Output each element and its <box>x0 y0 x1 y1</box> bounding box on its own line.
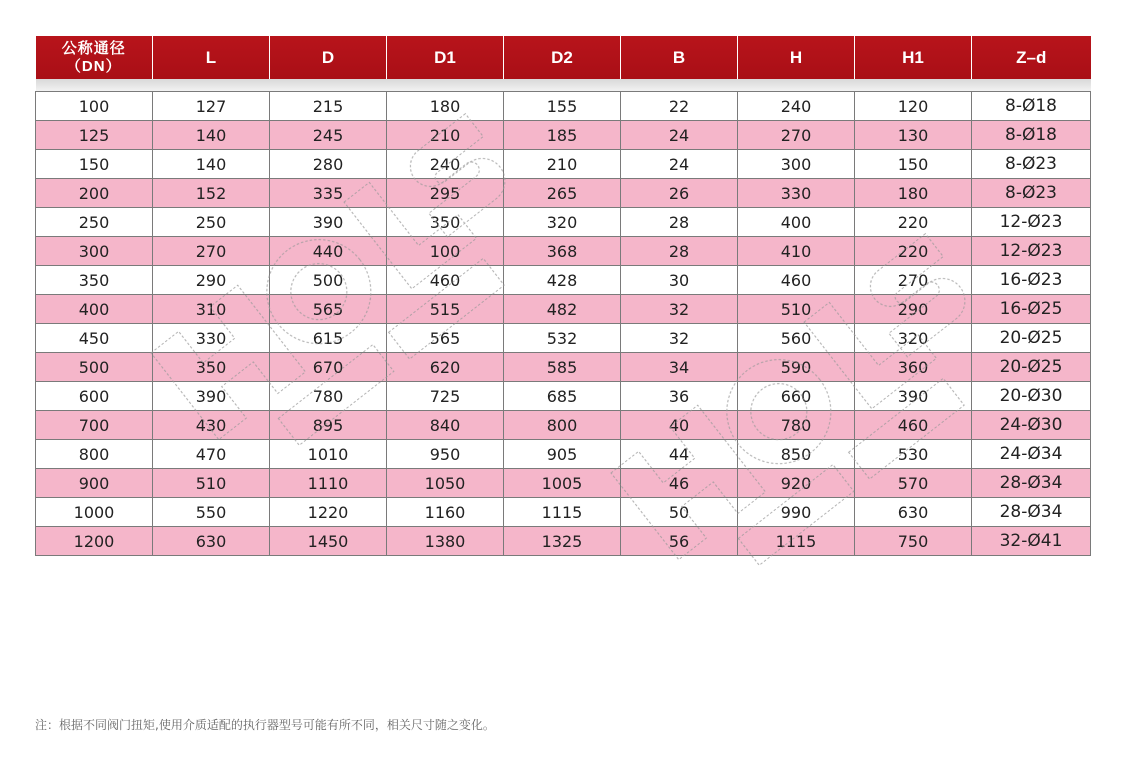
table-row <box>36 237 1091 266</box>
cell-zd: 20-Ø25 <box>972 324 1091 353</box>
table-row <box>36 498 1091 527</box>
cell-dn: 1200 <box>36 527 153 556</box>
cell-l: 390 <box>153 382 270 411</box>
cell-h1: 130 <box>855 121 972 150</box>
cell-l: 630 <box>153 527 270 556</box>
cell-d1: 565 <box>387 324 504 353</box>
cell-b: 40 <box>621 411 738 440</box>
cell-h: 410 <box>738 237 855 266</box>
cell-d1: 210 <box>387 121 504 150</box>
cell-h: 660 <box>738 382 855 411</box>
cell-h: 460 <box>738 266 855 295</box>
cell-dn: 600 <box>36 382 153 411</box>
cell-d2: 1115 <box>504 498 621 527</box>
cell-h1: 270 <box>855 266 972 295</box>
cell-b: 28 <box>621 237 738 266</box>
cell-d2: 1005 <box>504 469 621 498</box>
cell-d: 500 <box>270 266 387 295</box>
cell-d1: 840 <box>387 411 504 440</box>
cell-h: 590 <box>738 353 855 382</box>
cell-dn: 1000 <box>36 498 153 527</box>
cell-d1: 620 <box>387 353 504 382</box>
cell-l: 140 <box>153 150 270 179</box>
cell-d: 1220 <box>270 498 387 527</box>
cell-l: 430 <box>153 411 270 440</box>
cell-d2: 585 <box>504 353 621 382</box>
table-row <box>36 411 1091 440</box>
cell-dn: 125 <box>36 121 153 150</box>
cell-zd: 12-Ø23 <box>972 208 1091 237</box>
cell-b: 30 <box>621 266 738 295</box>
cell-h1: 460 <box>855 411 972 440</box>
table-body <box>36 92 1091 556</box>
cell-b: 24 <box>621 121 738 150</box>
footnote: 注：根据不同阀门扭矩,使用介质适配的执行器型号可能有所不同，相关尺寸随之变化。 <box>35 718 495 732</box>
cell-zd: 20-Ø25 <box>972 353 1091 382</box>
cell-zd: 16-Ø23 <box>972 266 1091 295</box>
table-row <box>36 92 1091 121</box>
table-row <box>36 440 1091 469</box>
cell-h1: 390 <box>855 382 972 411</box>
cell-b: 24 <box>621 150 738 179</box>
cell-d: 615 <box>270 324 387 353</box>
cell-zd: 20-Ø30 <box>972 382 1091 411</box>
table-row <box>36 121 1091 150</box>
cell-h1: 630 <box>855 498 972 527</box>
cell-d: 895 <box>270 411 387 440</box>
cell-h1: 320 <box>855 324 972 353</box>
cell-h: 780 <box>738 411 855 440</box>
cell-zd: 24-Ø30 <box>972 411 1091 440</box>
cell-d2: 320 <box>504 208 621 237</box>
cell-zd: 28-Ø34 <box>972 498 1091 527</box>
cell-l: 330 <box>153 324 270 353</box>
table-row <box>36 266 1091 295</box>
header-row <box>36 36 1091 79</box>
table-row <box>36 324 1091 353</box>
cell-dn: 150 <box>36 150 153 179</box>
cell-d1: 515 <box>387 295 504 324</box>
cell-h: 850 <box>738 440 855 469</box>
cell-d2: 428 <box>504 266 621 295</box>
cell-b: 22 <box>621 92 738 121</box>
cell-l: 270 <box>153 237 270 266</box>
table-row <box>36 208 1091 237</box>
cell-b: 50 <box>621 498 738 527</box>
cell-b: 46 <box>621 469 738 498</box>
table-row <box>36 469 1091 498</box>
cell-b: 44 <box>621 440 738 469</box>
cell-d: 245 <box>270 121 387 150</box>
cell-zd: 32-Ø41 <box>972 527 1091 556</box>
cell-d: 1110 <box>270 469 387 498</box>
cell-h1: 750 <box>855 527 972 556</box>
table-row <box>36 179 1091 208</box>
cell-dn: 250 <box>36 208 153 237</box>
cell-l: 550 <box>153 498 270 527</box>
header-dn-unit: （DN） <box>65 57 122 75</box>
cell-h1: 120 <box>855 92 972 121</box>
cell-dn: 300 <box>36 237 153 266</box>
cell-h: 270 <box>738 121 855 150</box>
cell-h: 510 <box>738 295 855 324</box>
cell-d1: 100 <box>387 237 504 266</box>
header-gap-row <box>36 79 1091 92</box>
cell-d2: 368 <box>504 237 621 266</box>
cell-b: 32 <box>621 324 738 353</box>
cell-dn: 500 <box>36 353 153 382</box>
cell-h1: 290 <box>855 295 972 324</box>
cell-l: 127 <box>153 92 270 121</box>
cell-dn: 800 <box>36 440 153 469</box>
cell-d2: 905 <box>504 440 621 469</box>
cell-h1: 530 <box>855 440 972 469</box>
cell-h: 330 <box>738 179 855 208</box>
header-h: H <box>738 36 855 79</box>
table-row <box>36 353 1091 382</box>
header-dn <box>36 36 153 79</box>
cell-zd: 8-Ø18 <box>972 92 1091 121</box>
cell-dn: 450 <box>36 324 153 353</box>
cell-dn: 700 <box>36 411 153 440</box>
cell-d2: 210 <box>504 150 621 179</box>
cell-d1: 350 <box>387 208 504 237</box>
header-l: L <box>153 36 270 79</box>
cell-b: 32 <box>621 295 738 324</box>
header-d2: D2 <box>504 36 621 79</box>
cell-h: 560 <box>738 324 855 353</box>
header-b: B <box>621 36 738 79</box>
cell-d1: 1160 <box>387 498 504 527</box>
cell-b: 28 <box>621 208 738 237</box>
cell-d1: 725 <box>387 382 504 411</box>
cell-d: 215 <box>270 92 387 121</box>
cell-d: 1010 <box>270 440 387 469</box>
cell-l: 470 <box>153 440 270 469</box>
cell-d1: 460 <box>387 266 504 295</box>
cell-d2: 685 <box>504 382 621 411</box>
cell-b: 34 <box>621 353 738 382</box>
cell-zd: 12-Ø23 <box>972 237 1091 266</box>
cell-dn: 900 <box>36 469 153 498</box>
cell-dn: 100 <box>36 92 153 121</box>
cell-h1: 570 <box>855 469 972 498</box>
cell-h1: 220 <box>855 208 972 237</box>
cell-h: 920 <box>738 469 855 498</box>
cell-zd: 28-Ø34 <box>972 469 1091 498</box>
cell-d: 780 <box>270 382 387 411</box>
cell-l: 140 <box>153 121 270 150</box>
header-d: D <box>270 36 387 79</box>
cell-d2: 1325 <box>504 527 621 556</box>
cell-d: 670 <box>270 353 387 382</box>
cell-l: 250 <box>153 208 270 237</box>
cell-b: 36 <box>621 382 738 411</box>
cell-d1: 950 <box>387 440 504 469</box>
cell-h1: 150 <box>855 150 972 179</box>
header-dn-label: 公称通径 <box>61 39 126 57</box>
cell-d: 565 <box>270 295 387 324</box>
cell-h: 300 <box>738 150 855 179</box>
header-h1: H1 <box>855 36 972 79</box>
table-row <box>36 295 1091 324</box>
cell-d1: 295 <box>387 179 504 208</box>
header-d1: D1 <box>387 36 504 79</box>
cell-d2: 532 <box>504 324 621 353</box>
cell-zd: 8-Ø18 <box>972 121 1091 150</box>
cell-d2: 155 <box>504 92 621 121</box>
cell-d2: 265 <box>504 179 621 208</box>
cell-l: 350 <box>153 353 270 382</box>
cell-b: 56 <box>621 527 738 556</box>
cell-h: 400 <box>738 208 855 237</box>
cell-zd: 8-Ø23 <box>972 150 1091 179</box>
cell-b: 26 <box>621 179 738 208</box>
cell-dn: 200 <box>36 179 153 208</box>
header-gap <box>36 79 1091 92</box>
cell-d1: 240 <box>387 150 504 179</box>
spec-table <box>35 36 1091 556</box>
cell-h1: 220 <box>855 237 972 266</box>
cell-l: 290 <box>153 266 270 295</box>
cell-l: 510 <box>153 469 270 498</box>
cell-h: 240 <box>738 92 855 121</box>
table-header <box>36 36 1091 79</box>
cell-h1: 360 <box>855 353 972 382</box>
cell-h: 990 <box>738 498 855 527</box>
cell-zd: 16-Ø25 <box>972 295 1091 324</box>
cell-d1: 1380 <box>387 527 504 556</box>
cell-d1: 180 <box>387 92 504 121</box>
table-row <box>36 382 1091 411</box>
cell-l: 152 <box>153 179 270 208</box>
cell-d: 280 <box>270 150 387 179</box>
cell-d2: 185 <box>504 121 621 150</box>
table-row <box>36 527 1091 556</box>
table-row <box>36 150 1091 179</box>
cell-h: 1115 <box>738 527 855 556</box>
cell-dn: 400 <box>36 295 153 324</box>
cell-d: 1450 <box>270 527 387 556</box>
cell-d: 335 <box>270 179 387 208</box>
cell-d1: 1050 <box>387 469 504 498</box>
cell-d: 440 <box>270 237 387 266</box>
cell-zd: 8-Ø23 <box>972 179 1091 208</box>
cell-h1: 180 <box>855 179 972 208</box>
cell-d2: 800 <box>504 411 621 440</box>
cell-d2: 482 <box>504 295 621 324</box>
cell-l: 310 <box>153 295 270 324</box>
header-zd: Z–d <box>972 36 1091 79</box>
cell-dn: 350 <box>36 266 153 295</box>
cell-d: 390 <box>270 208 387 237</box>
cell-zd: 24-Ø34 <box>972 440 1091 469</box>
